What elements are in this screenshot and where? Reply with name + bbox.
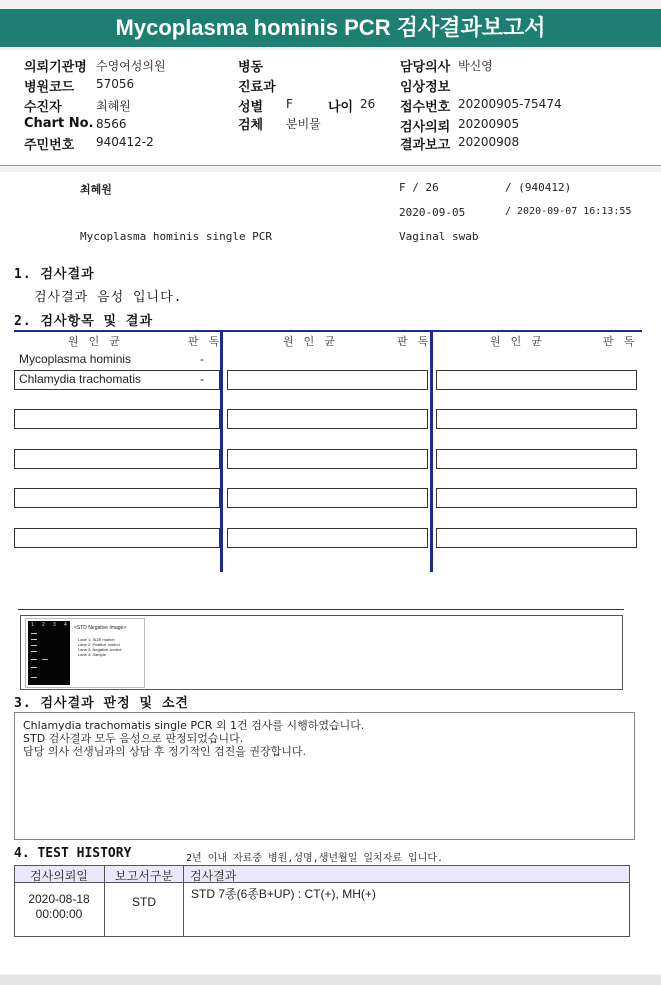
specimen-label: 검체 [238, 118, 264, 133]
marker-band [31, 633, 37, 634]
page-footer [0, 975, 661, 985]
marker-band [31, 677, 37, 678]
col3-result-header: 판독 [603, 335, 645, 348]
column-divider-2 [430, 331, 433, 572]
hospital-label: 의뢰기관명 [24, 60, 87, 75]
summary-test-name: Mycoplasma hominis single PCR [80, 230, 273, 243]
marker-band [31, 659, 37, 660]
gel-title: <STD Negative Image> [74, 625, 127, 631]
gel-legend-item: Lane 1: SIZE marker [78, 637, 115, 642]
pathogen-result: - [200, 352, 204, 366]
ward-label: 병동 [238, 60, 264, 75]
marker-band [31, 639, 37, 640]
empty-result-box [436, 370, 637, 390]
empty-result-box [436, 449, 637, 469]
summary-name: 최혜원 [80, 183, 112, 196]
pathogen-name: Chlamydia trachomatis [19, 372, 142, 386]
marker-band [31, 645, 37, 646]
empty-result-box [436, 528, 637, 548]
requested-label: 검사의뢰 [400, 120, 451, 135]
sex-value: F [286, 97, 293, 111]
section1-result-text: 검사결과 음성 입니다. [34, 290, 183, 305]
history-col-type: 보고서구분 [115, 869, 173, 883]
col3-pathogen-header: 원인균 [490, 335, 552, 348]
gel-image-frame [20, 615, 623, 690]
empty-result-box [227, 370, 428, 390]
section1-heading: 1. 검사결과 [14, 267, 95, 282]
report-page [0, 172, 661, 974]
empty-result-box [14, 449, 220, 469]
summary-birth: / (940412) [505, 181, 572, 194]
summary-sample: Vaginal swab [399, 230, 479, 243]
reported-value: 20200908 [458, 135, 520, 149]
finding-line: 담당 의사 선생님과의 상담 후 정기적인 검진을 권장합니다. [23, 745, 306, 758]
col2-result-header: 판독 [397, 335, 439, 348]
finding-line: STD 검사결과 모두 음성으로 판정되었습니다. [23, 732, 244, 745]
marker-band [31, 667, 37, 668]
empty-result-box [14, 528, 220, 548]
section3-heading: 3. 검사결과 판정 및 소견 [14, 696, 189, 711]
specimen-value: 분비물 [286, 117, 321, 131]
doctor-value: 박신영 [458, 59, 493, 73]
col2-pathogen-header: 원인균 [283, 335, 345, 348]
gel-legend-item: Lane 4: Sample [78, 652, 107, 657]
history-note: 2년 이내 자료중 병원,성명,생년월일 일치자료 입니다. [186, 853, 444, 864]
receiver-label: 수진자 [24, 100, 62, 115]
requested-value: 20200905 [458, 117, 520, 131]
section4-heading: 4. TEST HISTORY [14, 846, 132, 861]
receiver-value: 최혜원 [96, 99, 131, 113]
gel-top-rule [18, 609, 624, 610]
table-top-rule [14, 330, 642, 332]
code-label: 병원코드 [24, 80, 75, 95]
finding-line: Chlamydia trachomatis single PCR 외 1건 검사를 시행하였습니다. [23, 719, 365, 732]
empty-result-box [227, 528, 428, 548]
report-title: Mycoplasma hominis PCR 검사결과보고서 [0, 9, 661, 47]
doctor-label: 담당의사 [400, 60, 451, 75]
empty-result-box [227, 409, 428, 429]
history-time: 00:00:00 [35, 907, 83, 921]
lane-number: 2 [42, 622, 45, 628]
header-panel [0, 50, 661, 166]
empty-result-box [436, 488, 637, 508]
lane-number: 1 [31, 622, 34, 628]
reported-label: 결과보고 [400, 138, 451, 153]
gel-lanes [28, 621, 70, 685]
findings-box [14, 712, 635, 840]
dept-label: 진료과 [238, 80, 276, 95]
empty-result-box [14, 409, 220, 429]
history-type: STD [132, 895, 156, 909]
empty-result-box [436, 409, 637, 429]
hospital-value: 수영여성의원 [96, 59, 166, 73]
id-label: 주민번호 [24, 138, 75, 153]
summary-date-requested: 2020-09-05 [399, 206, 466, 219]
gel-legend-item: Lane 2: Positive control [78, 642, 120, 647]
history-date: 2020-08-18 [28, 892, 90, 906]
pathogen-result: - [200, 372, 204, 386]
summary-date-reported: / 2020-09-07 16:13:55 [505, 206, 632, 217]
col1-pathogen-header: 원인균 [68, 335, 130, 348]
lane-number: 4 [64, 622, 67, 628]
col1-result-header: 판독 [188, 335, 230, 348]
result-row [14, 370, 220, 390]
empty-result-box [227, 449, 428, 469]
summary-sex-age: F / 26 [399, 181, 439, 194]
history-result: STD 7종(6종B+UP) : CT(+), MH(+) [191, 887, 376, 901]
history-col-date: 검사의뢰일 [30, 869, 88, 883]
section2-heading: 2. 검사항목 및 결과 [14, 314, 154, 329]
sex-label: 성별 [238, 100, 264, 115]
history-table [14, 865, 630, 937]
column-divider-1 [220, 331, 223, 572]
accession-value: 20200905-75474 [458, 97, 562, 111]
chart-label: Chart No. [24, 116, 94, 131]
gel-image [25, 618, 145, 688]
id-value: 940412-2 [96, 135, 154, 149]
gel-legend-item: Lane 3: Negative control [78, 647, 122, 652]
marker-band [31, 651, 37, 652]
empty-result-box [227, 488, 428, 508]
age-value: 26 [360, 97, 376, 111]
pathogen-name: Mycoplasma hominis [19, 352, 132, 366]
chart-value: 8566 [96, 117, 127, 131]
code-value: 57056 [96, 77, 135, 91]
positive-control-band [42, 659, 48, 660]
clinical-label: 임상정보 [400, 80, 451, 95]
age-label: 나이 [328, 100, 354, 115]
history-col-result: 검사결과 [190, 869, 237, 883]
lane-number: 3 [53, 622, 56, 628]
result-row [14, 350, 220, 370]
accession-label: 접수번호 [400, 100, 451, 115]
empty-result-box [14, 488, 220, 508]
